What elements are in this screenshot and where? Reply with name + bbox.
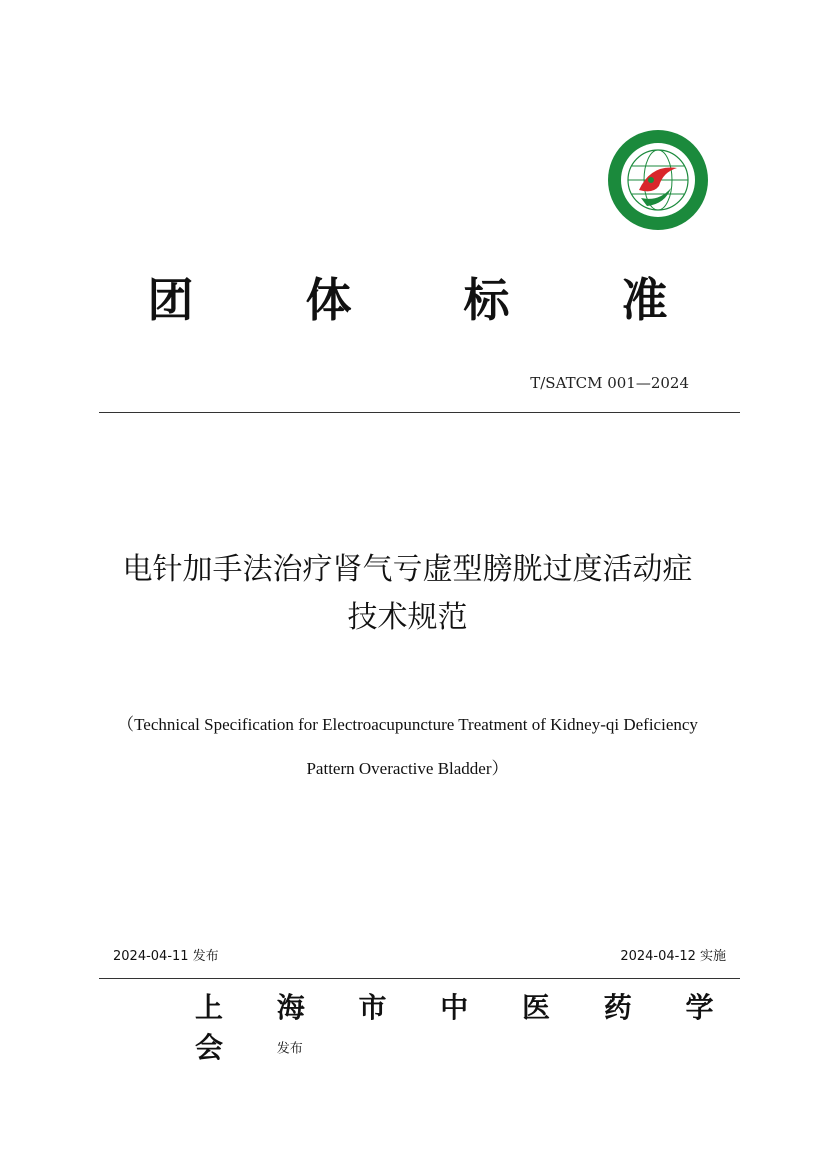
standard-number: T/SATCM 001—2024	[530, 374, 689, 392]
issuer-line	[195, 988, 815, 1070]
footer-divider	[99, 978, 740, 979]
document-category: 团 体 标 准	[147, 273, 716, 327]
english-title-line-2: Pattern Overactive Bladder）	[306, 759, 509, 778]
chinese-title	[0, 546, 815, 642]
issuer-name: 上 海 市 中 医 药 学 会	[195, 991, 736, 1064]
header-divider	[99, 412, 740, 413]
implement-date: 2024-04-12 实施	[620, 949, 726, 964]
english-title	[0, 703, 815, 791]
publish-date: 2024-04-11 发布	[113, 949, 219, 964]
chinese-title-line-1: 电针加手法治疗肾气亏虚型膀胱过度活动症	[122, 552, 693, 587]
association-logo	[601, 128, 715, 232]
issuer-suffix: 发布	[276, 1041, 303, 1057]
chinese-title-line-2: 技术规范	[347, 600, 468, 635]
english-title-line-1: （Technical Specification for Electroacupuncture Treatment of Kidney-qi Deficiency	[117, 715, 698, 734]
